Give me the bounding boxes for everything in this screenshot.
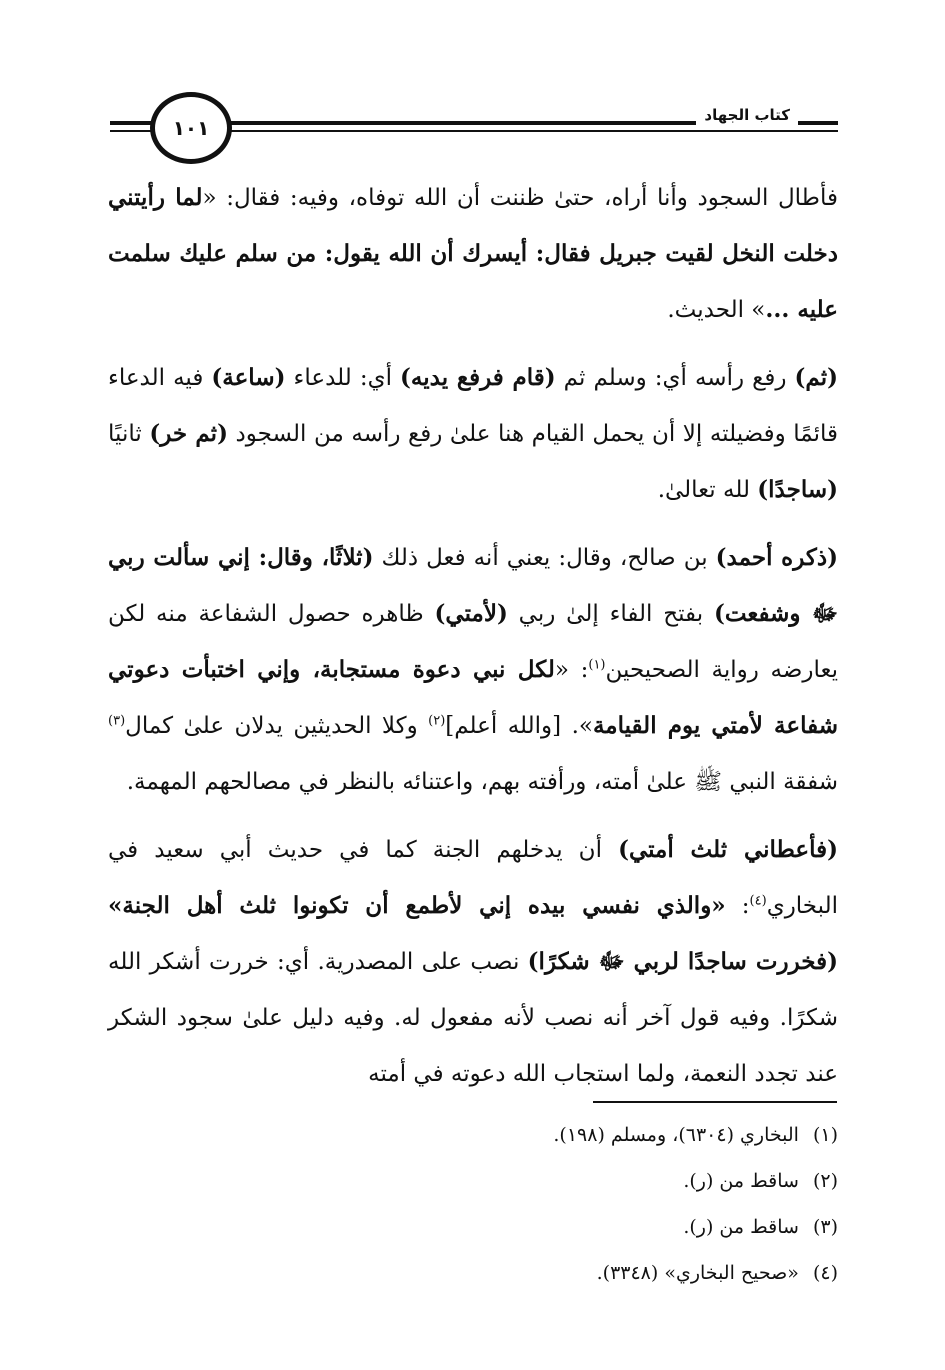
chapter-title: كتاب الجهاد <box>696 104 798 126</box>
text-run: ظاهره حصول الشفاعة منه لكن يعارضه رواية الصحيحين <box>108 601 838 683</box>
footnote-ref: (٣) <box>108 713 126 729</box>
text-run: : « <box>554 657 589 683</box>
bold-text: (ساعة) <box>211 364 286 391</box>
footnote-ref: (٢) <box>428 713 446 729</box>
page-header <box>110 90 838 170</box>
bold-text: (فأعطاني ثلث أمتي) <box>618 836 839 863</box>
footnote-text: «صحيح البخاري» (٣٣٤٨). <box>596 1262 799 1284</box>
footnote-number: (١) <box>812 1124 838 1146</box>
text-run: رفع رأسه أي: وسلم ثم <box>555 365 795 391</box>
text-run: بن صالح، وقال: يعني أنه فعل ذلك <box>373 545 716 571</box>
paragraph <box>108 822 838 1102</box>
footnote-ref: (٤) <box>749 893 767 909</box>
bold-text: (ثم خر) <box>149 420 228 447</box>
footnote-number: (٤) <box>812 1262 838 1284</box>
footnote <box>108 1250 838 1296</box>
footnote-ref: (١) <box>588 657 606 673</box>
paragraph <box>108 530 838 810</box>
footnotes <box>108 1112 838 1296</box>
text-run: أي: للدعاء <box>285 365 401 391</box>
text-run: فيه الدعاء قائمًا وفضيلته إلا أن يحمل القيام هنا علىٰ رفع رأسه من السجود <box>108 365 838 447</box>
text-run: وكلا الحديثين يدلان علىٰ كمال <box>125 713 429 739</box>
footnote-text: ساقط من (ر). <box>683 1216 799 1238</box>
footnote <box>108 1204 838 1250</box>
text-run: ». [والله أعلم] <box>445 713 593 739</box>
paragraph <box>108 170 838 338</box>
paragraph <box>108 350 838 518</box>
text-run: : <box>725 893 750 919</box>
text-run: ثانيًا <box>108 421 150 447</box>
footnote-number: (٢) <box>812 1170 838 1192</box>
bold-text: (ثم) <box>794 364 838 391</box>
text-run: أن يدخلهم الجنة كما في حديث أبي سعيد في البخاري <box>108 837 838 919</box>
bold-text: (لأمتي) <box>434 600 508 627</box>
bold-text: (فخررت ساجدًا لربي ﷻ شكرًا) <box>527 948 838 975</box>
page-number: ١٠١ <box>172 116 210 140</box>
text-run: » الحديث. <box>667 297 766 323</box>
bold-text: (ذكره أحمد) <box>715 544 838 571</box>
footnote <box>108 1158 838 1204</box>
footnote-number: (٣) <box>812 1216 838 1238</box>
bold-text: (قام فرفع يديه) <box>400 364 556 391</box>
footnote-text: ساقط من (ر). <box>683 1170 799 1192</box>
page-number-circle <box>150 92 232 164</box>
text-run: لله تعالىٰ. <box>657 477 758 503</box>
bold-text: (ساجدًا) <box>757 476 838 503</box>
main-text <box>108 170 838 1102</box>
bold-text: (ثلاثًا، وقال: إني سألت ربي ﷻ وشفعت) <box>108 544 839 627</box>
footnote <box>108 1112 838 1158</box>
bold-text: «والذي نفسي بيده إني لأطمع أن تكونوا ثلث أهل الجنة» <box>108 892 726 919</box>
bold-text: لما رأيتني دخلت النخل لقيت جبريل فقال: أيسرك أن الله يقول: من سلم عليك سلمت عليه ... <box>108 184 838 323</box>
footnote-separator <box>593 1101 837 1103</box>
text-run: فأطال السجود وأنا أراه، حتىٰ ظننت أن الله توفاه، وفيه: فقال: « <box>202 185 838 211</box>
text-run: شفقة النبي ﷺ علىٰ أمته، ورأفته بهم، واعتنائه بالنظر في مصالحهم المهمة. <box>126 769 838 795</box>
bold-text: لكل نبي دعوة مستجابة، وإني اختبأت دعوتي شفاعة لأمتي يوم القيامة <box>108 656 838 739</box>
footnote-text: البخاري (٦٣٠٤)، ومسلم (١٩٨). <box>553 1124 799 1146</box>
text-run: نصب على المصدرية. أي: خررت أشكر الله شكرًا. وفيه قول آخر أنه نصب لأنه مفعول له. وفيه دليل علىٰ سجود الشكر عند تجدد النعمة، ولما استجاب الله دعوته في أمته <box>108 949 838 1087</box>
text-run: بفتح الفاء إلىٰ ربي <box>507 601 714 627</box>
